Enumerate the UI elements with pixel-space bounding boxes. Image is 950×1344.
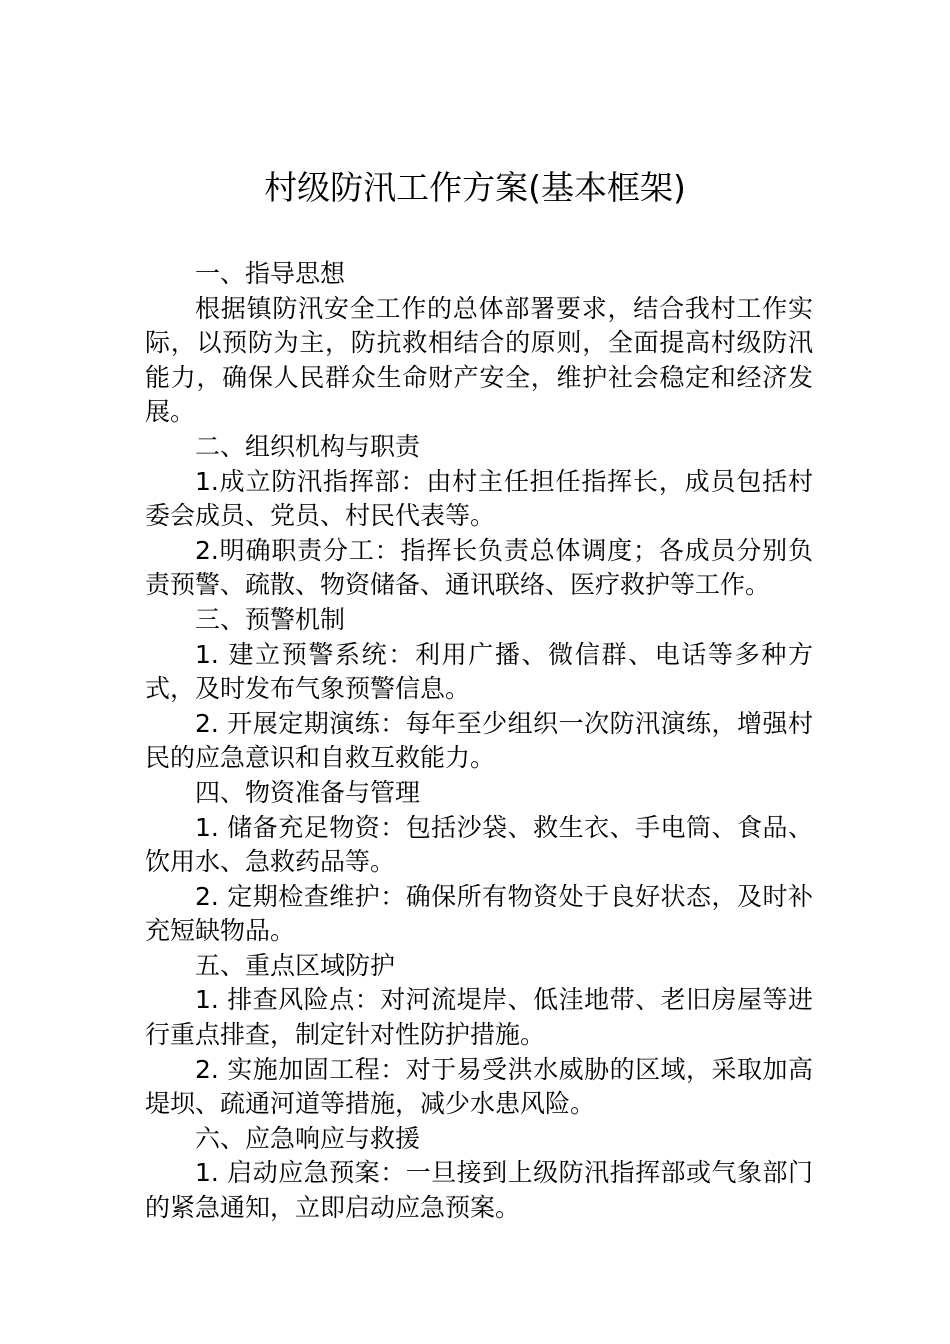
paragraph-organization-1: 1.成立防汛指挥部：由村主任担任指挥长，成员包括村委会成员、党员、村民代表等。 <box>145 466 813 531</box>
paragraph-key-areas-2: 2. 实施加固工程：对于易受洪水威胁的区域，采取加高堤坝、疏通河道等措施，减少水患风险。 <box>145 1054 813 1119</box>
paragraph-supplies-2: 2. 定期检查维护：确保所有物资处于良好状态，及时补充短缺物品。 <box>145 881 813 946</box>
section-heading-organization: 二、组织机构与职责 <box>195 431 421 461</box>
paragraph-warning-1: 1. 建立预警系统：利用广播、微信群、电话等多种方式，及时发布气象预警信息。 <box>145 639 813 704</box>
section-heading-key-areas: 五、重点区域防护 <box>195 950 396 980</box>
paragraph-warning-2: 2. 开展定期演练：每年至少组织一次防汛演练，增强村民的应急意识和自救互救能力。 <box>145 708 813 773</box>
paragraph-supplies-1: 1. 储备充足物资：包括沙袋、救生衣、手电筒、食品、饮用水、急救药品等。 <box>145 812 813 877</box>
document-title: 村级防汛工作方案(基本框架) <box>264 168 686 207</box>
paragraph-organization-2: 2.明确职责分工：指挥长负责总体调度；各成员分别负责预警、疏散、物资储备、通讯联络、医疗救护等工作。 <box>145 535 813 600</box>
paragraph-guiding-ideology: 根据镇防汛安全工作的总体部署要求，结合我村工作实际，以预防为主，防抗救相结合的原则，全面提高村级防汛能力，确保人民群众生命财产安全，维护社会稳定和经济发展。 <box>145 293 813 427</box>
section-heading-warning: 三、预警机制 <box>195 604 346 634</box>
paragraph-key-areas-1: 1. 排查风险点：对河流堤岸、低洼地带、老旧房屋等进行重点排查，制定针对性防护措施。 <box>145 985 813 1050</box>
paragraph-emergency-1: 1. 启动应急预案：一旦接到上级防汛指挥部或气象部门的紧急通知，立即启动应急预案。 <box>145 1158 813 1223</box>
document-body <box>145 257 813 1226</box>
section-heading-guiding-ideology: 一、指导思想 <box>195 259 346 288</box>
section-heading-supplies: 四、物资准备与管理 <box>195 777 421 807</box>
section-heading-emergency: 六、应急响应与救援 <box>195 1123 421 1153</box>
